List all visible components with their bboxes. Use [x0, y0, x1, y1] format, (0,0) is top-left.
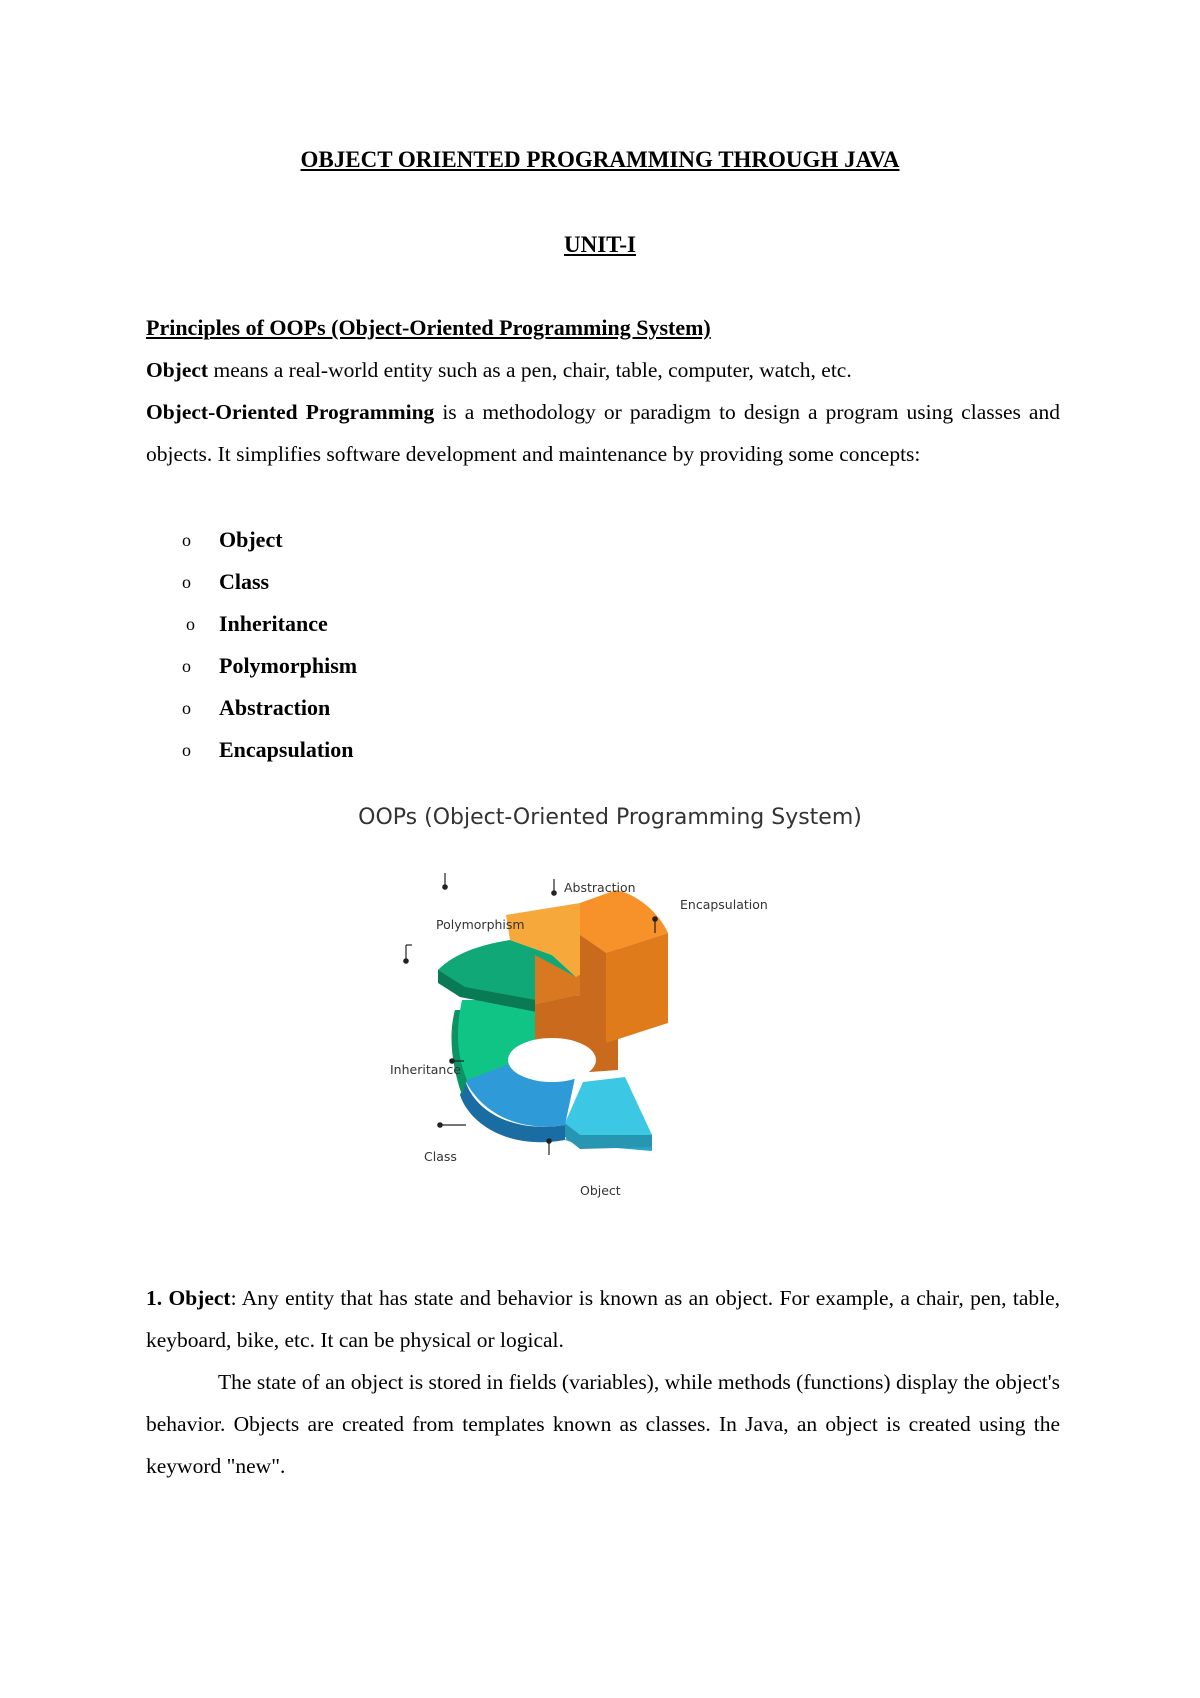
section-1-term: Object	[168, 1286, 231, 1310]
list-item	[182, 687, 357, 729]
segment-encapsulation	[580, 890, 668, 1055]
list-item	[182, 645, 357, 687]
list-item	[186, 603, 357, 645]
bullet-icon: o	[182, 530, 191, 550]
segment-object	[565, 1077, 652, 1151]
label-abstraction: Abstraction	[564, 880, 636, 895]
bullet-icon: o	[182, 698, 191, 718]
concept-label: Inheritance	[219, 611, 328, 636]
concept-label: Class	[219, 569, 270, 594]
section-1-number: 1.	[146, 1286, 163, 1310]
oop-definition-text: is a methodology or paradigm to design a program using classes and objects. It simplifies software development and maintenance by providing some concepts:	[146, 400, 1060, 466]
oop-term: Object-Oriented Programming	[146, 400, 435, 424]
list-item	[182, 519, 357, 561]
oop-definition	[146, 391, 1060, 475]
label-encapsulation: Encapsulation	[680, 897, 768, 912]
document-title: OBJECT ORIENTED PROGRAMMING THROUGH JAVA	[300, 147, 900, 172]
list-item	[182, 729, 357, 771]
oops-ring-graphic	[340, 805, 880, 1215]
section-1-text: : Any entity that has state and behavior is known as an object. For example, a chair, pen, table, keyboard, bike, etc. It can be physical or logical.	[146, 1286, 1060, 1352]
section-heading: Principles of OOPs (Object-Oriented Programming System)	[146, 315, 711, 340]
label-class: Class	[424, 1149, 457, 1164]
section-1-paragraph: The state of an object is stored in fields (variables), while methods (functions) display the object's behavior. Objects are created from templates known as classes. In Java, an object is created using the keyword "new".	[146, 1370, 1060, 1478]
label-polymorphism: Polymorphism	[436, 917, 525, 932]
bullet-icon: o	[182, 656, 191, 676]
bullet-icon: o	[182, 740, 191, 760]
unit-title: UNIT-I	[563, 232, 636, 257]
label-inheritance: Inheritance	[390, 1062, 461, 1077]
concept-label: Object	[219, 527, 283, 552]
concept-list	[182, 519, 357, 771]
label-object: Object	[580, 1183, 621, 1198]
oops-diagram	[340, 805, 880, 1215]
concept-label: Abstraction	[219, 695, 331, 720]
concept-label: Polymorphism	[219, 653, 358, 678]
object-term: Object	[146, 358, 209, 382]
concept-label: Encapsulation	[219, 737, 354, 762]
object-definition-text: means a real-world entity such as a pen, chair, table, computer, watch, etc.	[208, 358, 852, 382]
figure-title: OOPs (Object-Oriented Programming System)	[358, 805, 862, 830]
ring-center	[508, 1038, 596, 1082]
list-item	[182, 561, 357, 603]
bullet-icon: o	[182, 572, 191, 592]
section-1-object	[146, 1277, 1060, 1361]
bullet-icon: o	[186, 614, 195, 634]
object-definition	[146, 349, 1060, 391]
